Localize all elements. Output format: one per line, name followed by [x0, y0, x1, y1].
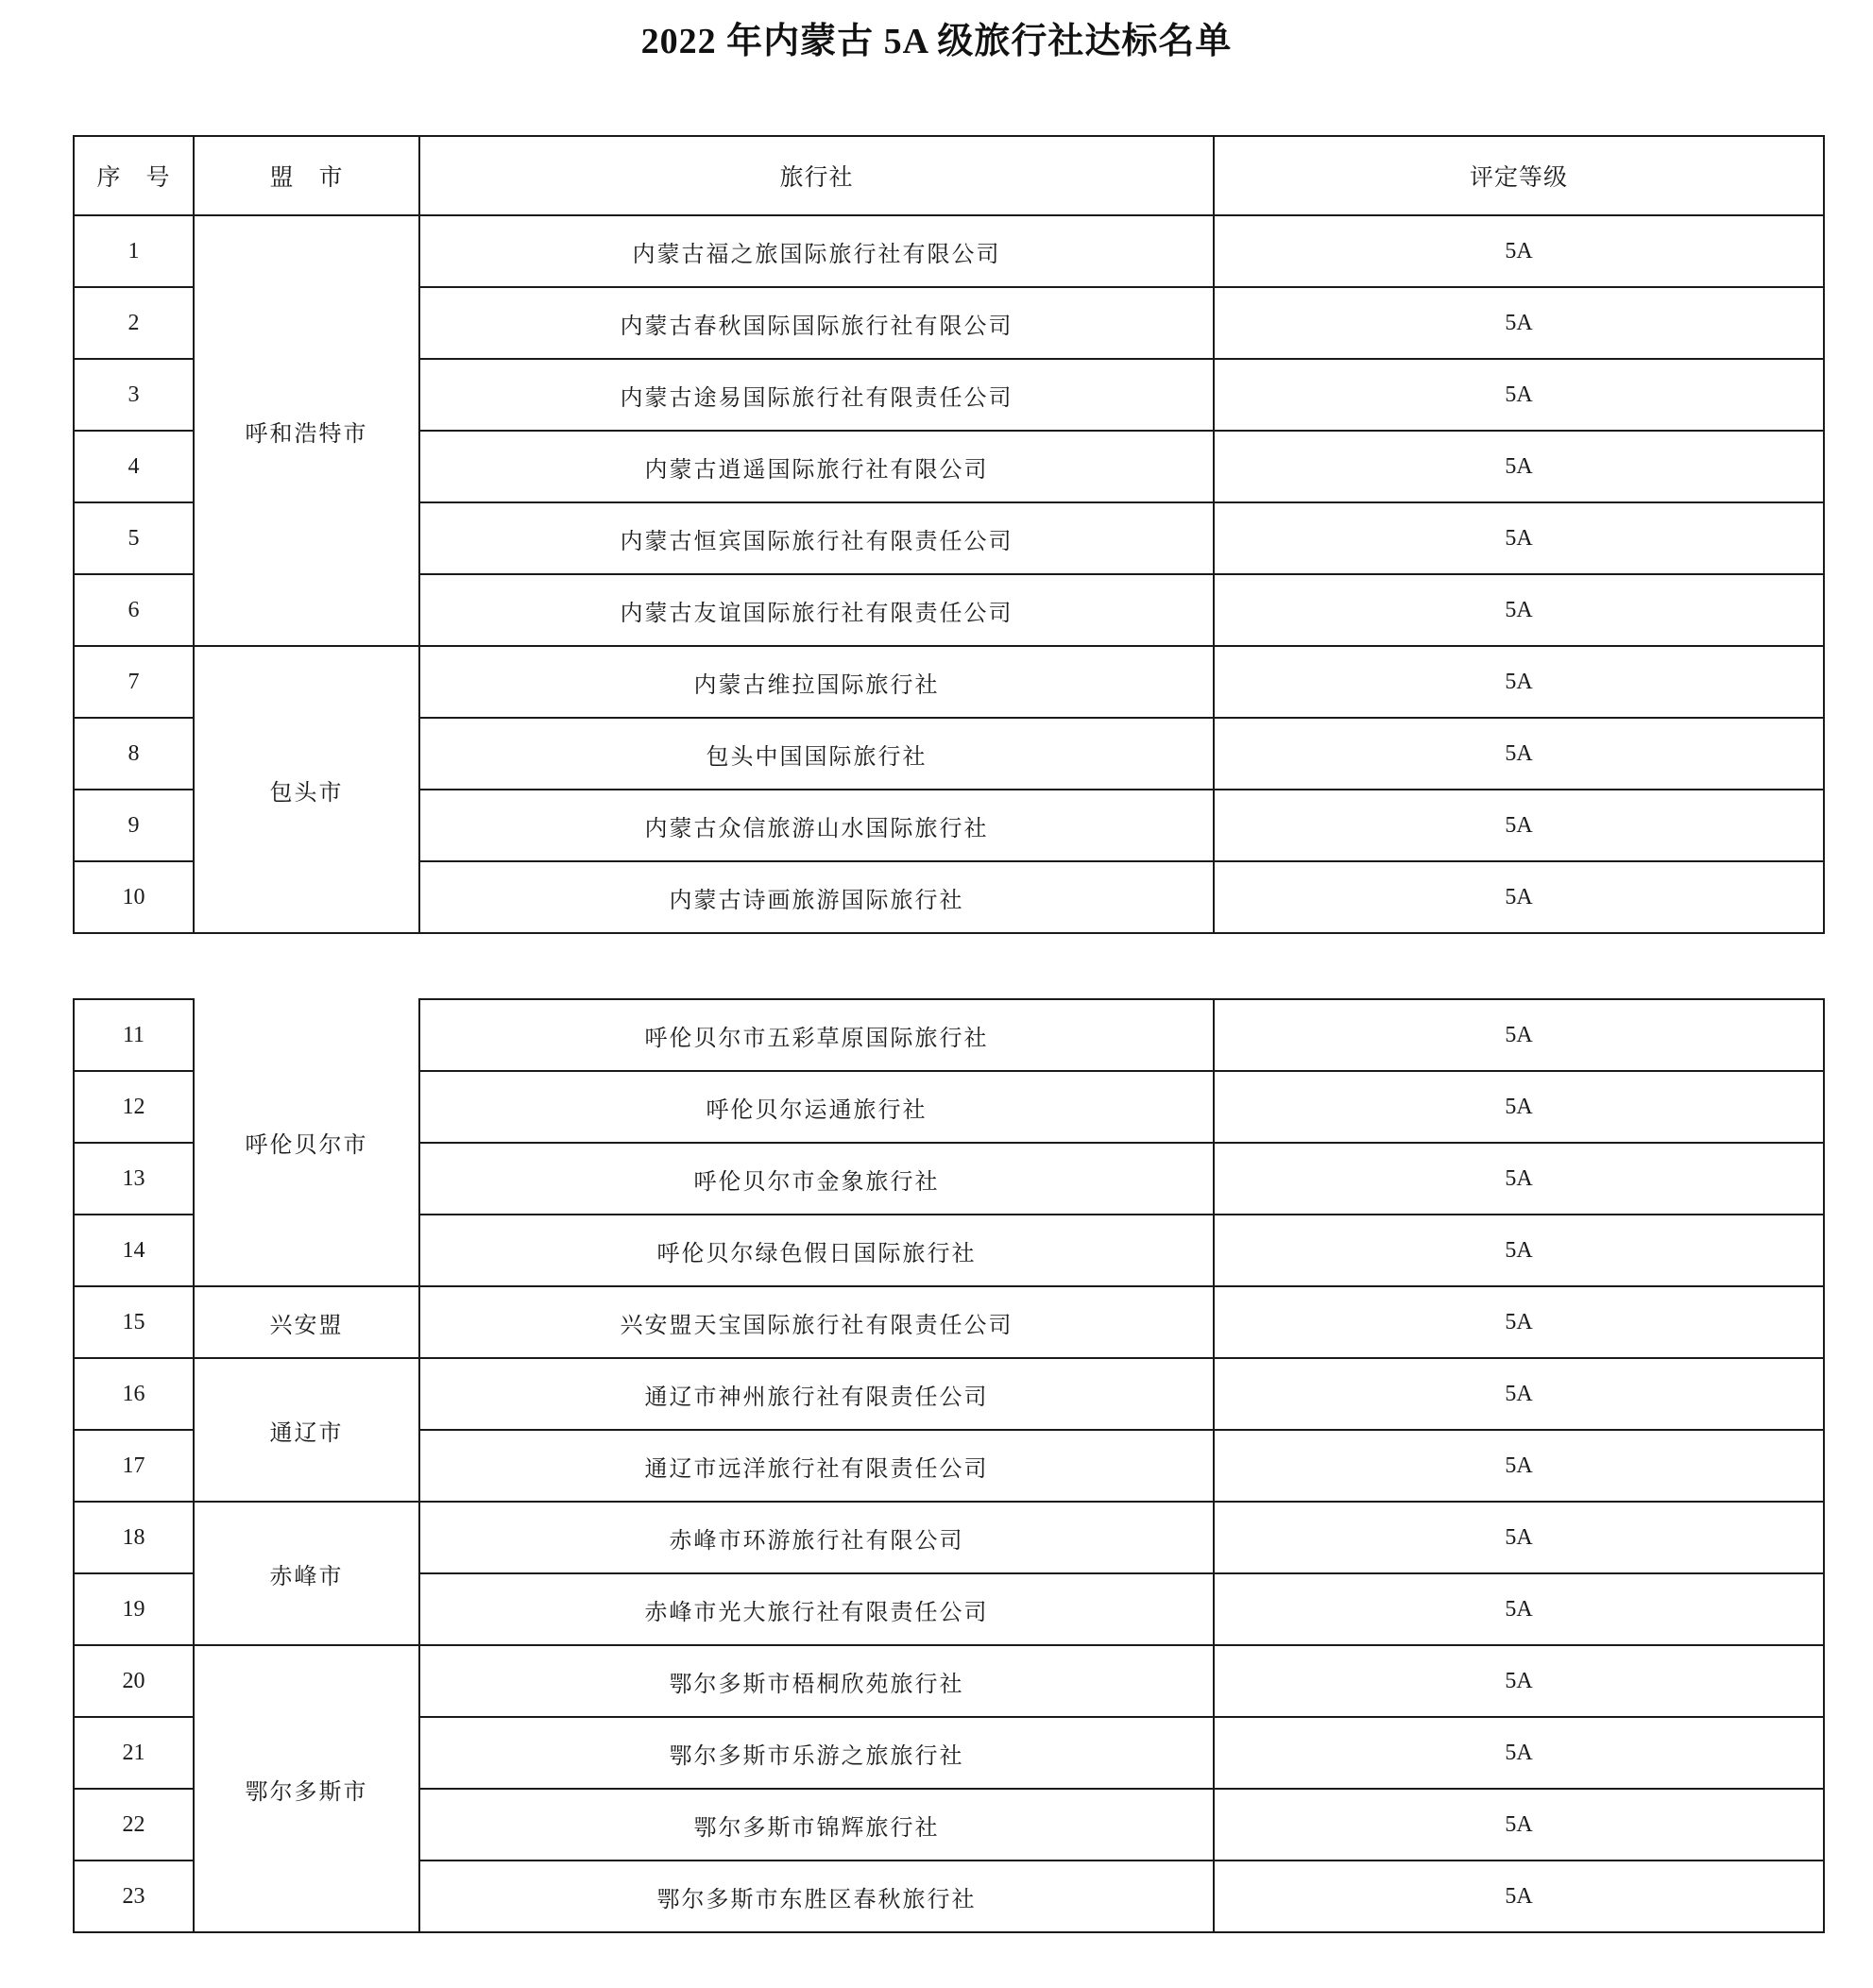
grade-cell: 5A — [1214, 1358, 1824, 1430]
row-number-cell: 22 — [74, 1789, 194, 1861]
row-number-cell: 3 — [74, 359, 194, 431]
grade-cell: 5A — [1214, 1071, 1824, 1143]
grade-cell: 5A — [1214, 790, 1824, 861]
city-cell: 呼和浩特市 — [194, 215, 419, 646]
grade-cell: 5A — [1214, 1717, 1824, 1789]
grade-cell: 5A — [1214, 1430, 1824, 1502]
row-number-cell: 8 — [74, 718, 194, 790]
agency-cell: 呼伦贝尔绿色假日国际旅行社 — [419, 1215, 1214, 1286]
grade-cell: 5A — [1214, 1861, 1824, 1932]
agency-cell: 内蒙古诗画旅游国际旅行社 — [419, 861, 1214, 933]
row-number-cell: 2 — [74, 287, 194, 359]
agency-cell: 鄂尔多斯市乐游之旅旅行社 — [419, 1717, 1214, 1789]
column-header-grade: 评定等级 — [1214, 136, 1824, 215]
grade-cell: 5A — [1214, 574, 1824, 646]
agency-cell: 呼伦贝尔市金象旅行社 — [419, 1143, 1214, 1215]
row-number-cell: 13 — [74, 1143, 194, 1215]
agency-cell: 呼伦贝尔市五彩草原国际旅行社 — [419, 999, 1214, 1071]
agency-cell: 呼伦贝尔运通旅行社 — [419, 1071, 1214, 1143]
grade-cell: 5A — [1214, 1645, 1824, 1717]
row-number-cell: 9 — [74, 790, 194, 861]
grade-cell: 5A — [1214, 1143, 1824, 1215]
row-number-cell: 5 — [74, 502, 194, 574]
row-number-cell: 14 — [74, 1215, 194, 1286]
table-row — [74, 1645, 1824, 1717]
row-number-cell: 17 — [74, 1430, 194, 1502]
row-number-cell: 10 — [74, 861, 194, 933]
agency-cell: 内蒙古春秋国际国际旅行社有限公司 — [419, 287, 1214, 359]
agency-cell: 赤峰市环游旅行社有限公司 — [419, 1502, 1214, 1573]
grade-cell: 5A — [1214, 718, 1824, 790]
grade-cell: 5A — [1214, 646, 1824, 718]
city-cell: 兴安盟 — [194, 1286, 419, 1358]
agency-cell: 赤峰市光大旅行社有限责任公司 — [419, 1573, 1214, 1645]
row-number-cell: 4 — [74, 431, 194, 502]
city-cell: 鄂尔多斯市 — [194, 1645, 419, 1932]
agency-table-page-2 — [73, 998, 1825, 1933]
row-number-cell: 12 — [74, 1071, 194, 1143]
agency-cell: 包头中国国际旅行社 — [419, 718, 1214, 790]
grade-cell: 5A — [1214, 861, 1824, 933]
city-cell: 包头市 — [194, 646, 419, 933]
agency-cell: 鄂尔多斯市锦辉旅行社 — [419, 1789, 1214, 1861]
grade-cell: 5A — [1214, 1502, 1824, 1573]
agency-cell: 兴安盟天宝国际旅行社有限责任公司 — [419, 1286, 1214, 1358]
agency-cell: 鄂尔多斯市梧桐欣苑旅行社 — [419, 1645, 1214, 1717]
row-number-cell: 16 — [74, 1358, 194, 1430]
grade-cell: 5A — [1214, 1789, 1824, 1861]
row-number-cell: 7 — [74, 646, 194, 718]
row-number-cell: 19 — [74, 1573, 194, 1645]
grade-cell: 5A — [1214, 215, 1824, 287]
row-number-cell: 18 — [74, 1502, 194, 1573]
grade-cell: 5A — [1214, 999, 1824, 1071]
row-number-cell: 11 — [74, 999, 194, 1071]
agency-cell: 内蒙古福之旅国际旅行社有限公司 — [419, 215, 1214, 287]
row-number-cell: 20 — [74, 1645, 194, 1717]
column-header-city: 盟 市 — [194, 136, 419, 215]
agency-cell: 内蒙古逍遥国际旅行社有限公司 — [419, 431, 1214, 502]
agency-cell: 通辽市神州旅行社有限责任公司 — [419, 1358, 1214, 1430]
table-row — [74, 646, 1824, 718]
table-row — [74, 999, 1824, 1071]
agency-cell: 鄂尔多斯市东胜区春秋旅行社 — [419, 1861, 1214, 1932]
table-row — [74, 1358, 1824, 1430]
page-title: 2022 年内蒙古 5A 级旅行社达标名单 — [640, 22, 1233, 61]
table-row — [74, 215, 1824, 287]
grade-cell: 5A — [1214, 1573, 1824, 1645]
row-number-cell: 23 — [74, 1861, 194, 1932]
agency-cell: 通辽市远洋旅行社有限责任公司 — [419, 1430, 1214, 1502]
row-number-cell: 6 — [74, 574, 194, 646]
agency-cell: 内蒙古维拉国际旅行社 — [419, 646, 1214, 718]
grade-cell: 5A — [1214, 431, 1824, 502]
city-cell: 呼伦贝尔市 — [194, 999, 419, 1286]
row-number-cell: 15 — [74, 1286, 194, 1358]
row-number-cell: 1 — [74, 215, 194, 287]
grade-cell: 5A — [1214, 1215, 1824, 1286]
agency-cell: 内蒙古途易国际旅行社有限责任公司 — [419, 359, 1214, 431]
agency-cell: 内蒙古恒宾国际旅行社有限责任公司 — [419, 502, 1214, 574]
grade-cell: 5A — [1214, 1286, 1824, 1358]
agency-cell: 内蒙古众信旅游山水国际旅行社 — [419, 790, 1214, 861]
agency-cell: 内蒙古友谊国际旅行社有限责任公司 — [419, 574, 1214, 646]
header-row — [74, 136, 1824, 215]
row-number-cell: 21 — [74, 1717, 194, 1789]
table-row — [74, 1286, 1824, 1358]
grade-cell: 5A — [1214, 359, 1824, 431]
column-header-agency: 旅行社 — [419, 136, 1214, 215]
grade-cell: 5A — [1214, 287, 1824, 359]
city-cell: 通辽市 — [194, 1358, 419, 1502]
agency-table-page-1 — [73, 135, 1825, 934]
city-cell: 赤峰市 — [194, 1502, 419, 1645]
grade-cell: 5A — [1214, 502, 1824, 574]
table-row — [74, 1502, 1824, 1573]
column-header-row-number: 序 号 — [74, 136, 194, 215]
